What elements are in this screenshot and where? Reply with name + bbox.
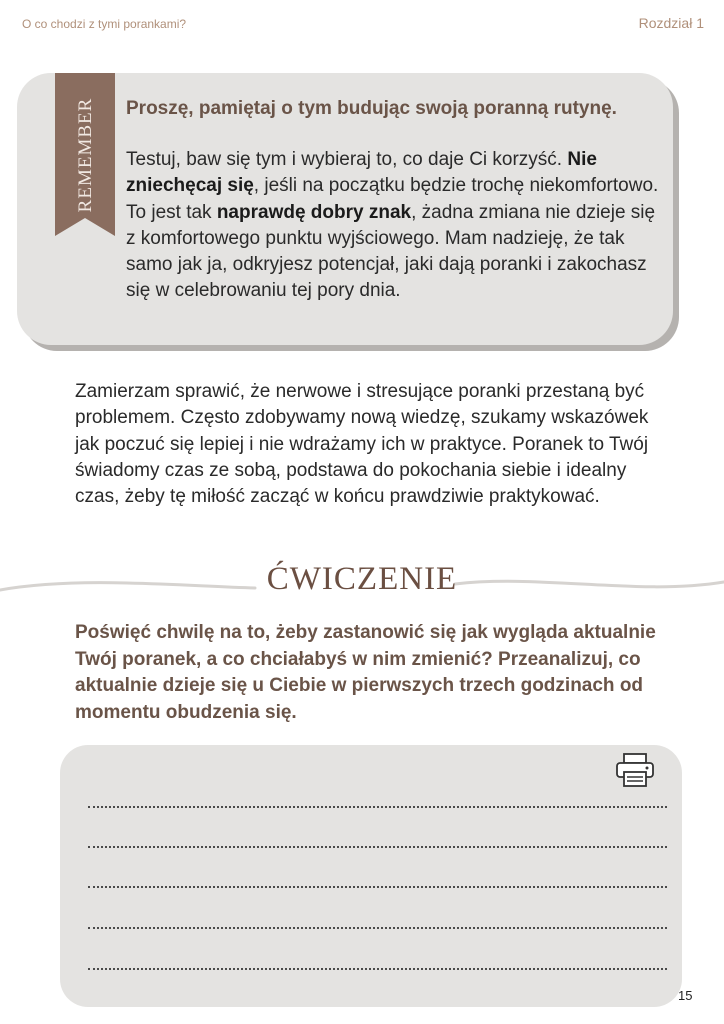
- exercise-heading: ĆWICZENIE: [266, 561, 458, 597]
- callout-emphasis-2: naprawdę dobry znak: [216, 201, 412, 223]
- callout-emphasis-1: Nie zniechęcaj się: [126, 149, 597, 197]
- writing-line[interactable]: [88, 886, 667, 888]
- chapter-title: O co chodzi z tymi porankami?: [22, 17, 187, 31]
- ribbon-label: REMEMBER: [75, 97, 96, 213]
- writing-line[interactable]: [88, 806, 667, 808]
- callout-title: Proszę, pamiętaj o tym budując swoją poranną rutynę.: [126, 98, 617, 119]
- remember-ribbon: [55, 73, 115, 236]
- page-number: 15: [678, 988, 693, 1003]
- printer-icon[interactable]: [614, 752, 656, 788]
- intro-paragraph: Zamierzam sprawić, że nerwowe i stresujące poranki przestaną być problemem. Często zdobywamy nową wiedzę, szukamy wskazówek jak poczuć się lepiej i nie wdrażamy ich w praktyce. Poranek to Twój świadomy czas ze sobą, podstawa do pokochania siebie i idealny czas, żeby tę miłość zacząć w końcu prawdziwie praktykować.: [75, 381, 649, 508]
- exercise-prompt: Poświęć chwilę na to, żeby zastanowić się jak wygląda aktualnie Twój poranek, a co chciałabyś w nim zmienić? Przeanalizuj, co aktualnie dzieje się u Ciebie w pierwszych trzech godzinach od momentu obudzenia się.: [75, 622, 656, 723]
- writing-line[interactable]: [88, 846, 667, 848]
- callout-body: Testuj, baw się tym i wybieraj to, co daje Ci korzyść. Nie zniechęcaj się, jeśli na początku będzie trochę niekomfortowo. To jest tak naprawdę dobry znak, żadna zmiana nie dzieje się z komfortowego punktu wyjściowego. Mam nadzieję, że tak samo jak ja, odkryjesz potencjał, jaki dają poranki i zakochasz się w celebrowaniu tej pory dnia.: [126, 149, 659, 302]
- writing-line[interactable]: [88, 927, 667, 929]
- chapter-label: Rozdział 1: [638, 15, 704, 31]
- writing-line[interactable]: [88, 968, 667, 970]
